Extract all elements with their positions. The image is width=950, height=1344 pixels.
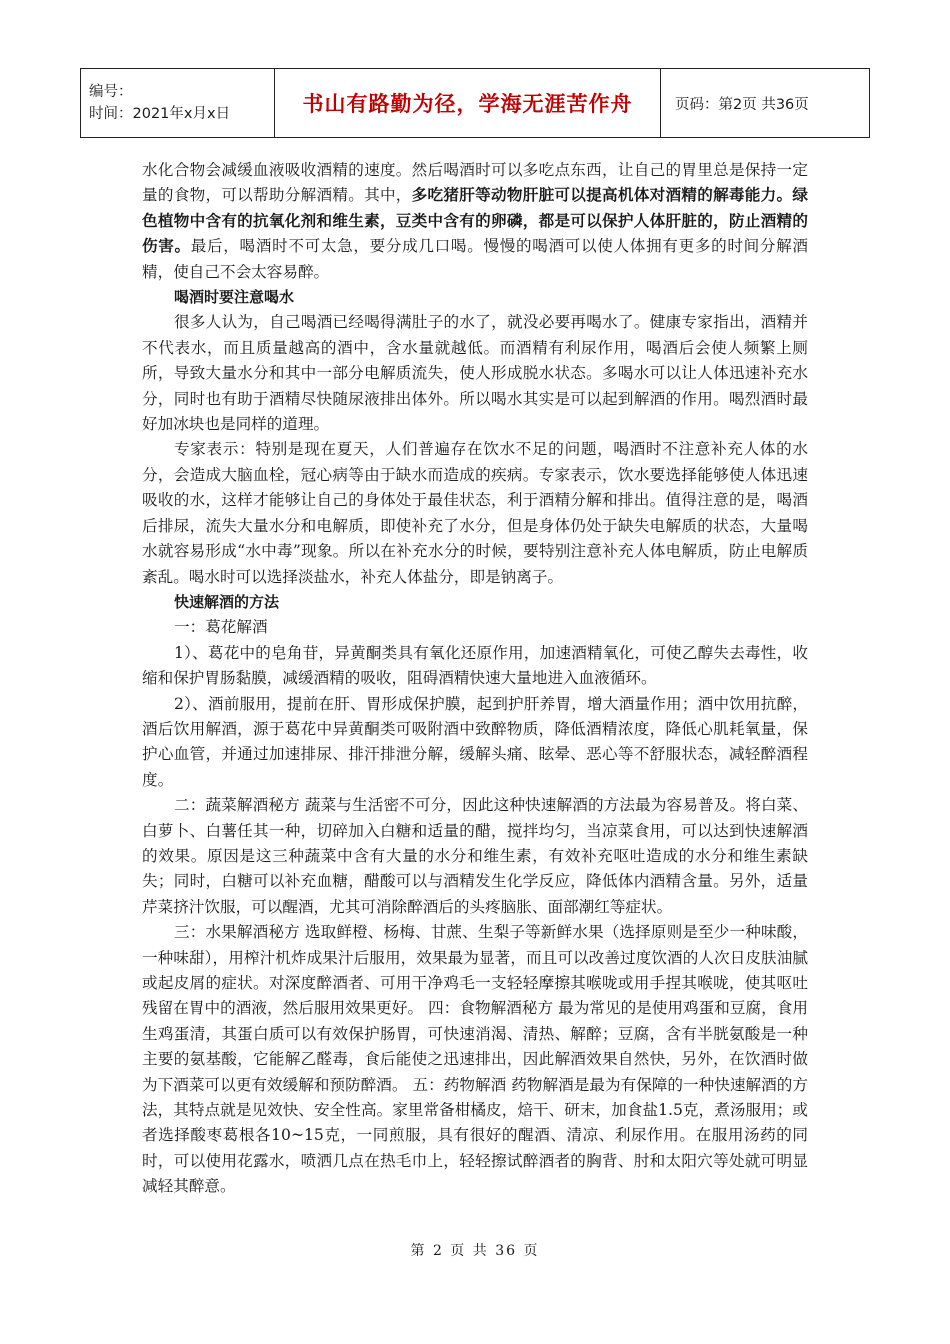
paragraph-2: 很多人认为，自己喝酒已经喝得满肚子的水了，就没必要再喝水了。健康专家指出，酒精并不代表水，而且质量越高的酒中，含水量就越低。而酒精有利尿作用，喝酒后会使人频繁上厕所，导致大量水分和其中一部分电解质流失，使人形成脱水状态。多喝水可以让人体迅速补充水分，同时也有助于酒精尽快随尿液排出体外。所以喝水其实是可以起到解酒的作用。喝烈酒时最好加冰块也是同样的道理。	[142, 313, 808, 434]
header-meta	[81, 69, 275, 138]
header-number-label: 编号：	[89, 84, 133, 100]
paragraph-1-part-a: 水化合物会减缓血液吸收酒精的速度。然后喝酒时可以多吃点东西，让自己的胃里总是保持一定量的食物，可以帮助分解酒精。其中，	[142, 161, 808, 205]
header-date-label: 时间：2021年x月x日	[89, 106, 231, 122]
paragraph-1-part-b: 最后，喝酒时不可太急，要分成几口喝。慢慢的喝酒可以使人体拥有更多的时间分解酒精，使自己不会太容易醉。	[142, 237, 808, 281]
paragraph-8: 三：水果解酒秘方 选取鲜橙、杨梅、甘蔗、生梨子等新鲜水果（选择原则是至少一种味酸，一种味甜），用榨汁机炸成果汁后服用，效果最为显著，而且可以改善过度饮酒的人次日皮肤油腻或起皮屑的症状。对深度醉酒者、可用干净鸡毛一支轻轻摩擦其喉咙或用手捏其喉咙，使其呕吐残留在胃中的酒液，然后服用效果更好。 四：食物解酒秘方 最为常见的是使用鸡蛋和豆腐，食用生鸡蛋清，其蛋白质可以有效保护肠胃，可快速消渴、清热、解醉；豆腐，含有半胱氨酸是一种主要的氨基酸，它能解乙醛毒，食后能使之迅速排出，因此解酒效果自然快，另外，在饮酒时做为下酒菜可以更有效缓解和预防醉酒。 五：药物解酒 药物解酒是最为有保障的一种快速解酒的方法，其特点就是见效快、安全性高。家里常备柑橘皮，焙干、研末，加食盐1.5克，煮汤服用；或者选择酸枣葛根各10~15克，一同煎服，具有很好的醒酒、清凉、利尿作用。在服用汤药的同时，可以使用花露水，喷洒几点在热毛巾上，轻轻擦试醉酒者的胸背、肘和太阳穴等处就可明显减轻其醉意。	[142, 923, 808, 1196]
paragraph-6: 2）、酒前服用，提前在肝、胃形成保护膜，起到护肝养胃，增大酒量作用；酒中饮用抗醉，酒后饮用解酒，源于葛花中异黄酮类可吸附酒中致醉物质，降低酒精浓度，降低心肌耗氧量，保护心血管，并通过加速排尿、排汗排泄分解，缓解头痛、眩晕、恶心等不舒服状态，减轻醉酒程度。	[142, 694, 808, 789]
section-heading-water: 喝酒时要注意喝水	[174, 288, 295, 307]
header-page-label: 页码：第2页 共36页	[661, 69, 870, 138]
paragraph-5: 1）、葛花中的皂角苷，异黄酮类具有氧化还原作用，加速酒精氧化，可使乙醇失去毒性，收缩和保护胃肠黏膜，减缓酒精的吸收，阻碍酒精快速大量地进入血液循环。	[142, 643, 808, 688]
paragraph-1-bold: 多吃猪肝等动物肝脏可以提高机体对酒精的解毒能力。绿色植物中含有的抗氧化剂和维生素，豆类中含有的卵磷，都是可以保护人体肝脏的，防止酒精的伤害。	[142, 186, 808, 256]
paragraph-3: 专家表示：特别是现在夏天，人们普遍存在饮水不足的问题，喝酒时不注意补充人体的水分，会造成大脑血栓，冠心病等由于缺水而造成的疾病。专家表示，饮水要选择能够使人体迅速吸收的水，这样才能够让自己的身体处于最佳状态，利于酒精分解和排出。值得注意的是，喝酒后排尿，流失大量水分和电解质，即使补充了水分，但是身体仍处于缺失电解质的状态，大量喝水就容易形成“水中毒”现象。所以在补充水分的时候，要特别注意补充人体电解质，防止电解质紊乱。喝水时可以选择淡盐水，补充人体盐分，即是钠离子。	[142, 440, 808, 586]
paragraph-1	[142, 158, 808, 285]
paragraph-7: 二：蔬菜解酒秘方 蔬菜与生活密不可分，因此这种快速解酒的方法最为容易普及。将白菜、白萝卜、白薯任其一种，切碎加入白糖和适量的醋，搅拌均匀，当凉菜食用，可以达到快速解酒的效果。原因是这三种蔬菜中含有大量的水分和维生素，有效补充呕吐造成的水分和维生素缺失；同时，白糖可以补充血糖，醋酸可以与酒精发生化学反应，降低体内酒精含量。另外，适量芹菜挤汁饮服，可以醒酒，尤其可消除醉酒后的头疼脑胀、面部潮红等症状。	[142, 796, 808, 916]
document-header	[80, 68, 870, 138]
paragraph-4: 一：葛花解酒	[174, 618, 268, 637]
section-heading-methods: 快速解酒的方法	[174, 592, 280, 611]
header-motto: 书山有路勤为径，学海无涯苦作舟	[275, 69, 661, 138]
page-footer: 第 2 页 共 36 页	[410, 1243, 540, 1259]
document-body	[142, 158, 808, 1200]
